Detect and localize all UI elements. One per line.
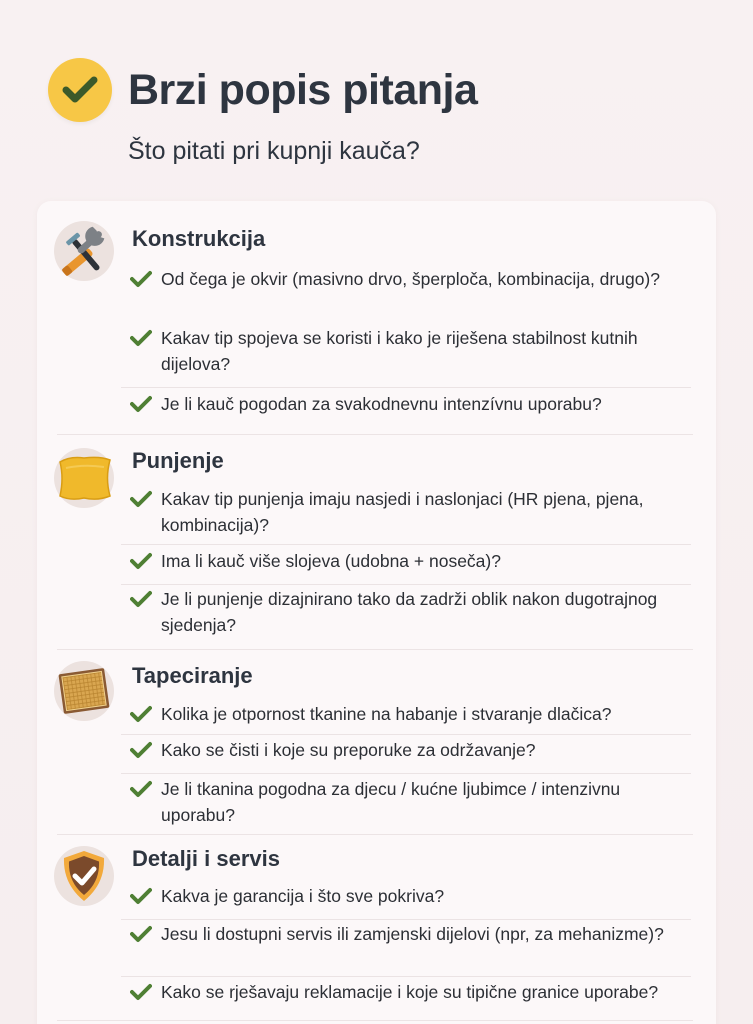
check-icon [130, 780, 152, 798]
check-icon [130, 590, 152, 608]
checklist-item [121, 325, 691, 377]
section-divider [57, 434, 693, 435]
checklist-item [121, 737, 691, 763]
item-text: Kakva je garancija i što sve pokriva? [161, 886, 445, 906]
header [48, 58, 477, 122]
divider [121, 919, 691, 920]
divider [121, 773, 691, 774]
item-text: Kakav tip punjenja imaju nasjedi i naslonjaci (HR pjena, pjena, kombinacija)? [161, 489, 644, 535]
checklist-item [121, 883, 691, 909]
divider [121, 544, 691, 545]
checklist-item [121, 391, 691, 417]
checklist-item [121, 486, 691, 538]
checklist-card [37, 201, 716, 1024]
section-divider [57, 834, 693, 835]
checklist-item [121, 979, 691, 1005]
check-icon [130, 329, 152, 347]
item-text: Kolika je otpornost tkanine na habanje i stvaranje dlačica? [161, 704, 612, 724]
page-subtitle: Što pitati pri kupnji kauča? [128, 137, 420, 165]
checklist-item [121, 701, 691, 727]
check-icon [130, 552, 152, 570]
section-title: Konstrukcija [132, 226, 266, 251]
checklist-item [121, 266, 691, 292]
fabric-swatch-icon [54, 661, 114, 721]
check-icon [130, 741, 152, 759]
check-icon [130, 925, 152, 943]
divider [121, 387, 691, 388]
item-text: Jesu li dostupni servis ili zamjenski dijelovi (npr, za mehanizme)? [161, 924, 664, 944]
check-icon [130, 395, 152, 413]
shield-check-icon [54, 846, 114, 906]
check-icon [130, 490, 152, 508]
checklist-item [121, 776, 691, 828]
item-text: Je li kauč pogodan za svakodnevnu intenzívnu uporabu? [161, 394, 602, 414]
cushion-icon [54, 448, 114, 508]
item-text: Od čega je okvir (masivno drvo, šperploča, kombinacija, drugo)? [161, 269, 660, 289]
item-text: Ima li kauč više slojeva (udobna + noseča)? [161, 551, 501, 571]
divider [121, 976, 691, 977]
check-icon [130, 887, 152, 905]
section-divider [57, 1020, 693, 1021]
checklist-item [121, 548, 691, 574]
section-divider [57, 649, 693, 650]
divider [121, 734, 691, 735]
item-text: Je li tkanina pogodna za djecu / kućne ljubimce / intenzivnu uporabu? [161, 779, 621, 825]
check-icon [130, 270, 152, 288]
checklist-item [121, 921, 691, 947]
item-text: Kako se rješavaju reklamacije i koje su tipične granice uporabe? [161, 982, 659, 1002]
check-circle-icon [48, 58, 112, 122]
item-text: Kakav tip spojeva se koristi i kako je riješena stabilnost kutnih dijelova? [161, 328, 638, 374]
divider [121, 584, 691, 585]
item-text: Kako se čisti i koje su preporuke za održavanje? [161, 740, 536, 760]
item-text: Je li punjenje dizajnirano tako da zadrži oblik nakon dugotrajnog sjedenja? [161, 589, 658, 635]
section-title: Tapeciranje [132, 663, 253, 688]
check-icon [130, 983, 152, 1001]
check-icon [130, 705, 152, 723]
tools-icon [54, 221, 114, 281]
section-title: Detalji i servis [132, 846, 280, 871]
section-title: Punjenje [132, 448, 224, 473]
page-title: Brzi popis pitanja [128, 65, 478, 114]
checklist-item [121, 586, 691, 638]
